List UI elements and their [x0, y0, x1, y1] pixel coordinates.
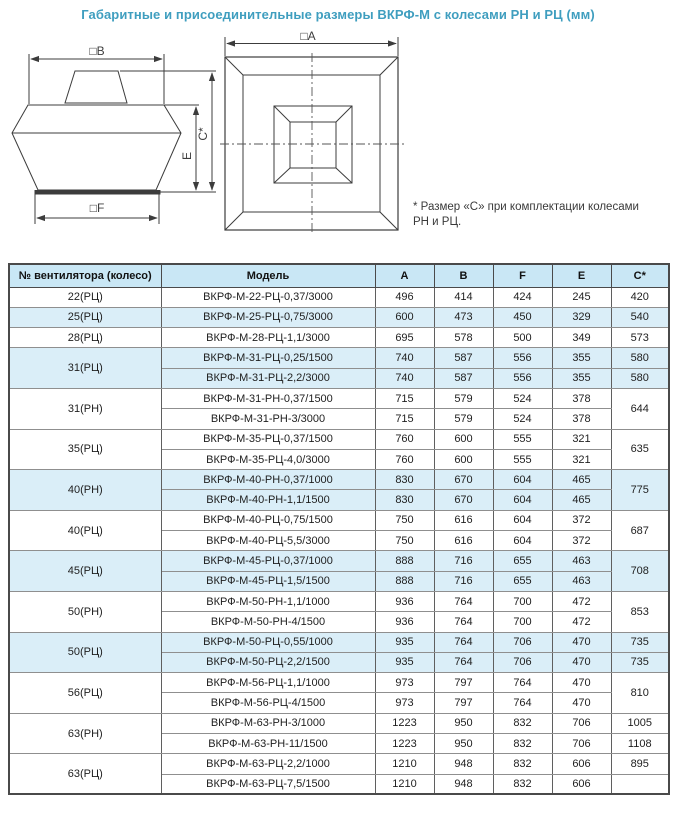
dim-f-cell: 655	[493, 571, 552, 591]
dim-e-cell: 465	[552, 490, 611, 510]
dim-b-cell: 797	[434, 673, 493, 693]
dim-f-cell: 604	[493, 531, 552, 551]
dim-e-cell: 606	[552, 774, 611, 794]
table-header-row	[9, 264, 669, 287]
table-row	[9, 388, 669, 408]
dim-b-cell: 579	[434, 388, 493, 408]
dim-e-cell: 706	[552, 713, 611, 733]
dim-label-c: C*	[196, 127, 210, 141]
dim-e-cell: 463	[552, 571, 611, 591]
dim-label-a: □A	[300, 30, 316, 43]
model-cell: ВКРФ-М-45-РЦ-1,5/1500	[161, 571, 375, 591]
dim-e-cell: 329	[552, 307, 611, 327]
dim-a-cell: 936	[375, 591, 434, 611]
column-header-e: E	[552, 264, 611, 287]
dim-b-cell: 716	[434, 551, 493, 571]
fan-number-cell: 31(РЦ)	[9, 348, 161, 389]
dim-a-cell: 973	[375, 693, 434, 713]
dim-e-cell: 470	[552, 693, 611, 713]
dim-e-cell: 349	[552, 328, 611, 348]
spec-table	[8, 263, 670, 795]
fan-number-cell: 25(РЦ)	[9, 307, 161, 327]
dim-b-cell: 764	[434, 632, 493, 652]
dim-a-cell: 600	[375, 307, 434, 327]
dim-b-cell: 579	[434, 409, 493, 429]
model-cell: ВКРФ-М-31-РН-0,37/1500	[161, 388, 375, 408]
dim-c-cell: 580	[611, 368, 669, 388]
dim-f-cell: 556	[493, 368, 552, 388]
dim-b-cell: 616	[434, 531, 493, 551]
dim-a-cell: 1210	[375, 774, 434, 794]
dim-c-cell: 853	[611, 591, 669, 632]
footnote	[413, 200, 653, 230]
dim-f-cell: 604	[493, 470, 552, 490]
dim-c-cell: 573	[611, 328, 669, 348]
table-row	[9, 429, 669, 449]
dim-a-cell: 1223	[375, 734, 434, 754]
dim-f-cell: 604	[493, 510, 552, 530]
model-cell: ВКРФ-М-31-РЦ-2,2/3000	[161, 368, 375, 388]
dim-e-cell: 472	[552, 612, 611, 632]
dim-c-cell: 687	[611, 510, 669, 551]
model-cell: ВКРФ-М-28-РЦ-1,1/3000	[161, 328, 375, 348]
model-cell: ВКРФ-М-40-РЦ-5,5/3000	[161, 531, 375, 551]
dim-a-cell: 1223	[375, 713, 434, 733]
dim-e-cell: 606	[552, 754, 611, 774]
table-row	[9, 551, 669, 571]
dim-f-cell: 832	[493, 713, 552, 733]
dim-a-cell: 888	[375, 571, 434, 591]
footnote-line1: * Размер «С» при комплектации колесами	[413, 201, 639, 213]
fan-number-cell: 63(РЦ)	[9, 754, 161, 795]
dim-f-cell: 832	[493, 754, 552, 774]
dim-a-cell: 750	[375, 510, 434, 530]
dim-f-cell: 764	[493, 673, 552, 693]
model-cell: ВКРФ-М-35-РЦ-0,37/1500	[161, 429, 375, 449]
dim-b-cell: 950	[434, 734, 493, 754]
model-cell: ВКРФ-М-31-РЦ-0,25/1500	[161, 348, 375, 368]
fan-number-cell: 31(РН)	[9, 388, 161, 429]
dim-a-cell: 830	[375, 490, 434, 510]
dim-c-cell: 810	[611, 673, 669, 714]
dim-b-cell: 600	[434, 429, 493, 449]
model-cell: ВКРФ-М-40-РЦ-0,75/1500	[161, 510, 375, 530]
model-cell: ВКРФ-М-40-РН-0,37/1000	[161, 470, 375, 490]
model-cell: ВКРФ-М-63-РН-11/1500	[161, 734, 375, 754]
dim-e-cell: 372	[552, 510, 611, 530]
fan-number-cell: 35(РЦ)	[9, 429, 161, 470]
dim-b-cell: 950	[434, 713, 493, 733]
dim-a-cell: 750	[375, 531, 434, 551]
table-row	[9, 348, 669, 368]
dim-c-cell: 895	[611, 754, 669, 774]
dim-f-cell: 604	[493, 490, 552, 510]
dim-c-cell: 540	[611, 307, 669, 327]
dim-f-cell: 424	[493, 287, 552, 307]
dim-f-cell: 500	[493, 328, 552, 348]
dim-b-cell: 670	[434, 490, 493, 510]
column-header-fan: № вентилятора (колесо)	[9, 264, 161, 287]
table-row	[9, 307, 669, 327]
dim-c-cell: 775	[611, 470, 669, 511]
dim-e-cell: 472	[552, 591, 611, 611]
column-header-c: C*	[611, 264, 669, 287]
model-cell: ВКРФ-М-25-РЦ-0,75/3000	[161, 307, 375, 327]
dim-e-cell: 378	[552, 388, 611, 408]
dim-b-cell: 600	[434, 449, 493, 469]
dim-f-cell: 700	[493, 591, 552, 611]
page-title: Габаритные и присоединительные размеры ВКРФ-М с колесами РН и РЦ (мм)	[81, 7, 595, 22]
table-row	[9, 632, 669, 652]
dim-label-f: □F	[89, 201, 105, 215]
footnote-line2: РН и РЦ.	[413, 216, 462, 229]
dim-a-cell: 695	[375, 328, 434, 348]
dim-a-cell: 760	[375, 449, 434, 469]
dim-b-cell: 716	[434, 571, 493, 591]
fan-number-cell: 40(РЦ)	[9, 510, 161, 551]
dim-c-cell: 1108	[611, 734, 669, 754]
column-header-b: B	[434, 264, 493, 287]
dim-b-cell: 764	[434, 612, 493, 632]
dim-b-cell: 587	[434, 368, 493, 388]
dim-e-cell: 470	[552, 652, 611, 672]
table-row	[9, 713, 669, 733]
column-header-f: F	[493, 264, 552, 287]
dim-a-cell: 888	[375, 551, 434, 571]
dim-a-cell: 496	[375, 287, 434, 307]
dim-a-cell: 740	[375, 368, 434, 388]
dim-a-cell: 1210	[375, 754, 434, 774]
column-header-model: Модель	[161, 264, 375, 287]
dim-e-cell: 463	[552, 551, 611, 571]
dim-f-cell: 524	[493, 388, 552, 408]
dim-b-cell: 616	[434, 510, 493, 530]
dim-b-cell: 948	[434, 774, 493, 794]
side-view-drawing	[2, 38, 222, 243]
dim-a-cell: 830	[375, 470, 434, 490]
model-cell: ВКРФ-М-50-РН-4/1500	[161, 612, 375, 632]
dim-a-cell: 715	[375, 409, 434, 429]
dim-f-cell: 706	[493, 632, 552, 652]
fan-number-cell: 45(РЦ)	[9, 551, 161, 592]
dim-f-cell: 706	[493, 652, 552, 672]
dim-f-cell: 555	[493, 449, 552, 469]
fan-number-cell: 56(РЦ)	[9, 673, 161, 714]
dim-f-cell: 524	[493, 409, 552, 429]
fan-number-cell: 28(РЦ)	[9, 328, 161, 348]
dim-f-cell: 556	[493, 348, 552, 368]
model-cell: ВКРФ-М-50-РЦ-2,2/1500	[161, 652, 375, 672]
dim-f-cell: 832	[493, 734, 552, 754]
model-cell: ВКРФ-М-56-РЦ-1,1/1000	[161, 673, 375, 693]
dim-b-cell: 414	[434, 287, 493, 307]
fan-number-cell: 50(РН)	[9, 591, 161, 632]
dim-a-cell: 973	[375, 673, 434, 693]
dim-e-cell: 470	[552, 632, 611, 652]
dim-e-cell: 706	[552, 734, 611, 754]
model-cell: ВКРФ-М-50-РН-1,1/1000	[161, 591, 375, 611]
dim-b-cell: 473	[434, 307, 493, 327]
dim-a-cell: 936	[375, 612, 434, 632]
model-cell: ВКРФ-М-31-РН-3/3000	[161, 409, 375, 429]
dim-f-cell: 655	[493, 551, 552, 571]
dim-b-cell: 578	[434, 328, 493, 348]
dim-a-cell: 935	[375, 632, 434, 652]
dim-c-cell: 735	[611, 652, 669, 672]
dim-f-cell: 764	[493, 693, 552, 713]
column-header-a: A	[375, 264, 434, 287]
model-cell: ВКРФ-М-35-РЦ-4,0/3000	[161, 449, 375, 469]
dim-b-cell: 587	[434, 348, 493, 368]
model-cell: ВКРФ-М-22-РЦ-0,37/3000	[161, 287, 375, 307]
dim-e-cell: 355	[552, 368, 611, 388]
model-cell: ВКРФ-М-63-РЦ-2,2/1000	[161, 754, 375, 774]
table-row	[9, 673, 669, 693]
dim-f-cell: 450	[493, 307, 552, 327]
dim-e-cell: 321	[552, 449, 611, 469]
dim-a-cell: 740	[375, 348, 434, 368]
dim-c-cell: 635	[611, 429, 669, 470]
model-cell: ВКРФ-М-45-РЦ-0,37/1000	[161, 551, 375, 571]
dim-c-cell: 580	[611, 348, 669, 368]
dim-b-cell: 948	[434, 754, 493, 774]
dim-e-cell: 378	[552, 409, 611, 429]
fan-number-cell: 22(РЦ)	[9, 287, 161, 307]
dim-e-cell: 355	[552, 348, 611, 368]
dim-c-cell: 420	[611, 287, 669, 307]
dim-c-cell: 735	[611, 632, 669, 652]
model-cell: ВКРФ-М-40-РН-1,1/1500	[161, 490, 375, 510]
dim-b-cell: 764	[434, 652, 493, 672]
fan-number-cell: 40(РН)	[9, 470, 161, 511]
dim-a-cell: 935	[375, 652, 434, 672]
dim-e-cell: 245	[552, 287, 611, 307]
table-row	[9, 591, 669, 611]
dim-f-cell: 832	[493, 774, 552, 794]
model-cell: ВКРФ-М-56-РЦ-4/1500	[161, 693, 375, 713]
table-row	[9, 328, 669, 348]
dim-e-cell: 470	[552, 673, 611, 693]
dim-label-e: E	[180, 151, 194, 161]
model-cell: ВКРФ-М-63-РН-3/1000	[161, 713, 375, 733]
dim-c-cell: 644	[611, 388, 669, 429]
dim-c-cell: 708	[611, 551, 669, 592]
table-row	[9, 470, 669, 490]
dim-b-cell: 670	[434, 470, 493, 490]
fan-number-cell: 63(РН)	[9, 713, 161, 754]
model-cell: ВКРФ-М-50-РЦ-0,55/1000	[161, 632, 375, 652]
table-row	[9, 754, 669, 774]
model-cell: ВКРФ-М-63-РЦ-7,5/1500	[161, 774, 375, 794]
table-row	[9, 287, 669, 307]
dim-e-cell: 372	[552, 531, 611, 551]
dim-a-cell: 715	[375, 388, 434, 408]
table-row	[9, 510, 669, 530]
dim-a-cell: 760	[375, 429, 434, 449]
dim-c-cell: 1005	[611, 713, 669, 733]
dim-e-cell: 465	[552, 470, 611, 490]
dim-b-cell: 797	[434, 693, 493, 713]
fan-number-cell: 50(РЦ)	[9, 632, 161, 673]
dim-f-cell: 555	[493, 429, 552, 449]
dim-f-cell: 700	[493, 612, 552, 632]
dim-e-cell: 321	[552, 429, 611, 449]
dim-b-cell: 764	[434, 591, 493, 611]
dim-label-b: □B	[89, 44, 105, 58]
top-view-drawing	[220, 30, 420, 242]
